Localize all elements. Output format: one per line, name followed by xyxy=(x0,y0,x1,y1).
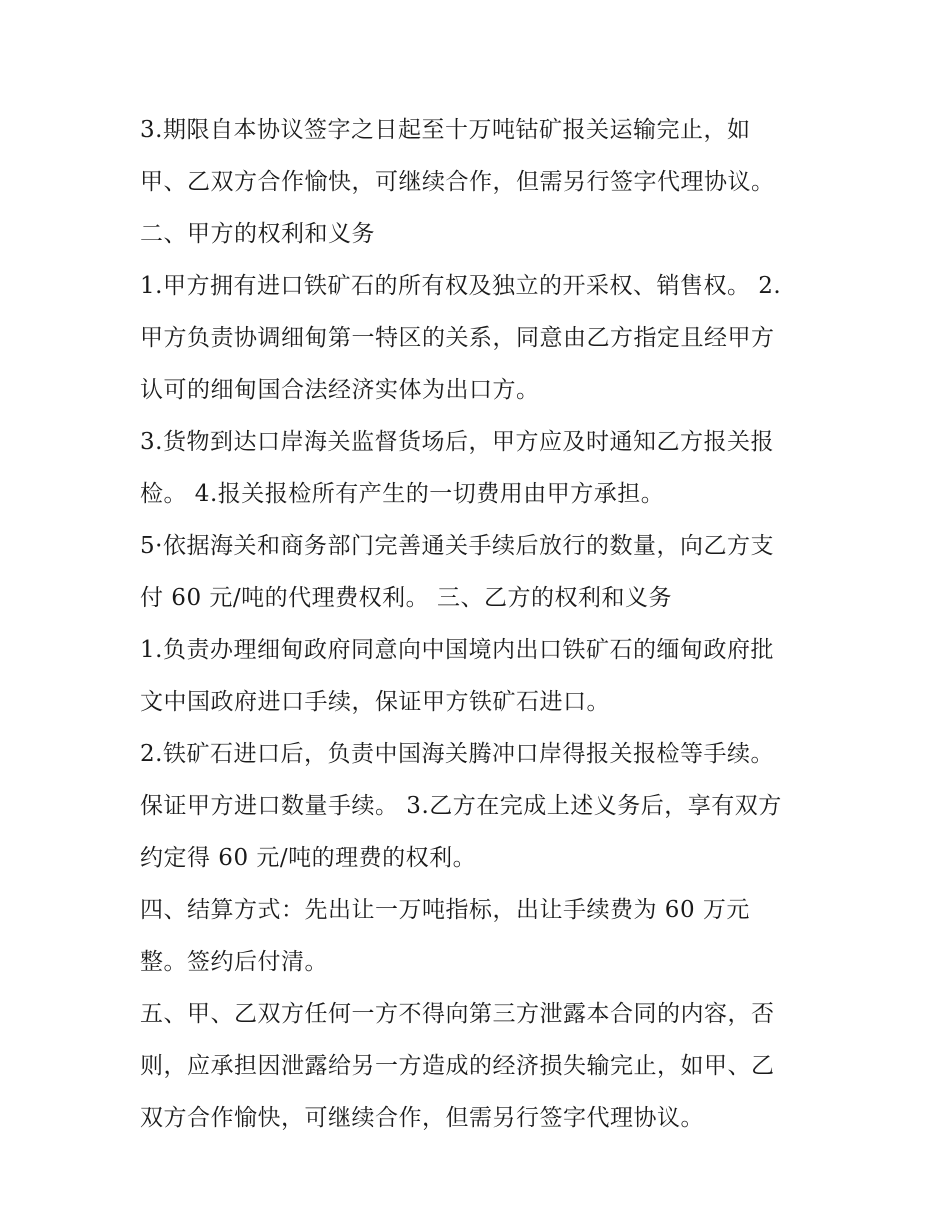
text-line: 1.甲方拥有进口铁矿石的所有权及独立的开采权、销售权。 2. xyxy=(140,273,782,299)
text-line: 检。 4.报关报检所有产生的一切费用由甲方承担。 xyxy=(140,481,665,507)
text-line: 约定得 60 元/吨的理费的权利。 xyxy=(140,845,477,871)
text-line: 5·依据海关和商务部门完善通关手续后放行的数量，向乙方支 xyxy=(140,533,774,559)
text-line: 3.期限自本协议签字之日起至十万吨钴矿报关运输完止，如 xyxy=(140,117,751,143)
document-body xyxy=(140,104,820,1144)
text-line: 3.货物到达口岸海关监督货场后，甲方应及时通知乙方报关报 xyxy=(140,429,774,455)
text-line: 则，应承担因泄露给另一方造成的经济损失输完止，如甲、乙 xyxy=(140,1053,775,1079)
text-line: 保证甲方进口数量手续。 3.乙方在完成上述义务后，享有双方 xyxy=(140,793,782,819)
text-line: 2.铁矿石进口后，负责中国海关腾冲口岸得报关报检等手续。 xyxy=(140,741,774,767)
section-heading: 二、甲方的权利和义务 xyxy=(140,221,375,247)
text-line: 甲方负责协调细甸第一特区的关系，同意由乙方指定且经甲方 xyxy=(140,325,775,351)
text-line: 认可的细甸国合法经济实体为出口方。 xyxy=(140,377,540,403)
text-line: 双方合作愉快，可继续合作，但需另行签字代理协议。 xyxy=(140,1105,704,1131)
text-line: 整。签约后付清。 xyxy=(140,949,328,975)
section-heading: 四、结算方式：先出让一万吨指标，出让手续费为 60 万元 xyxy=(140,897,750,923)
text-line: 甲、乙双方合作愉快，可继续合作，但需另行签字代理协议。 xyxy=(140,169,775,195)
text-line: 付 60 元/吨的代理费权利。 三、乙方的权利和义务 xyxy=(140,585,672,611)
section-heading: 五、甲、乙双方任何一方不得向第三方泄露本合同的内容，否 xyxy=(140,1001,775,1027)
text-line: 1.负责办理细甸政府同意向中国境内出口铁矿石的缅甸政府批 xyxy=(140,637,774,663)
text-line: 文中国政府进口手续，保证甲方铁矿石进口。 xyxy=(140,689,610,715)
